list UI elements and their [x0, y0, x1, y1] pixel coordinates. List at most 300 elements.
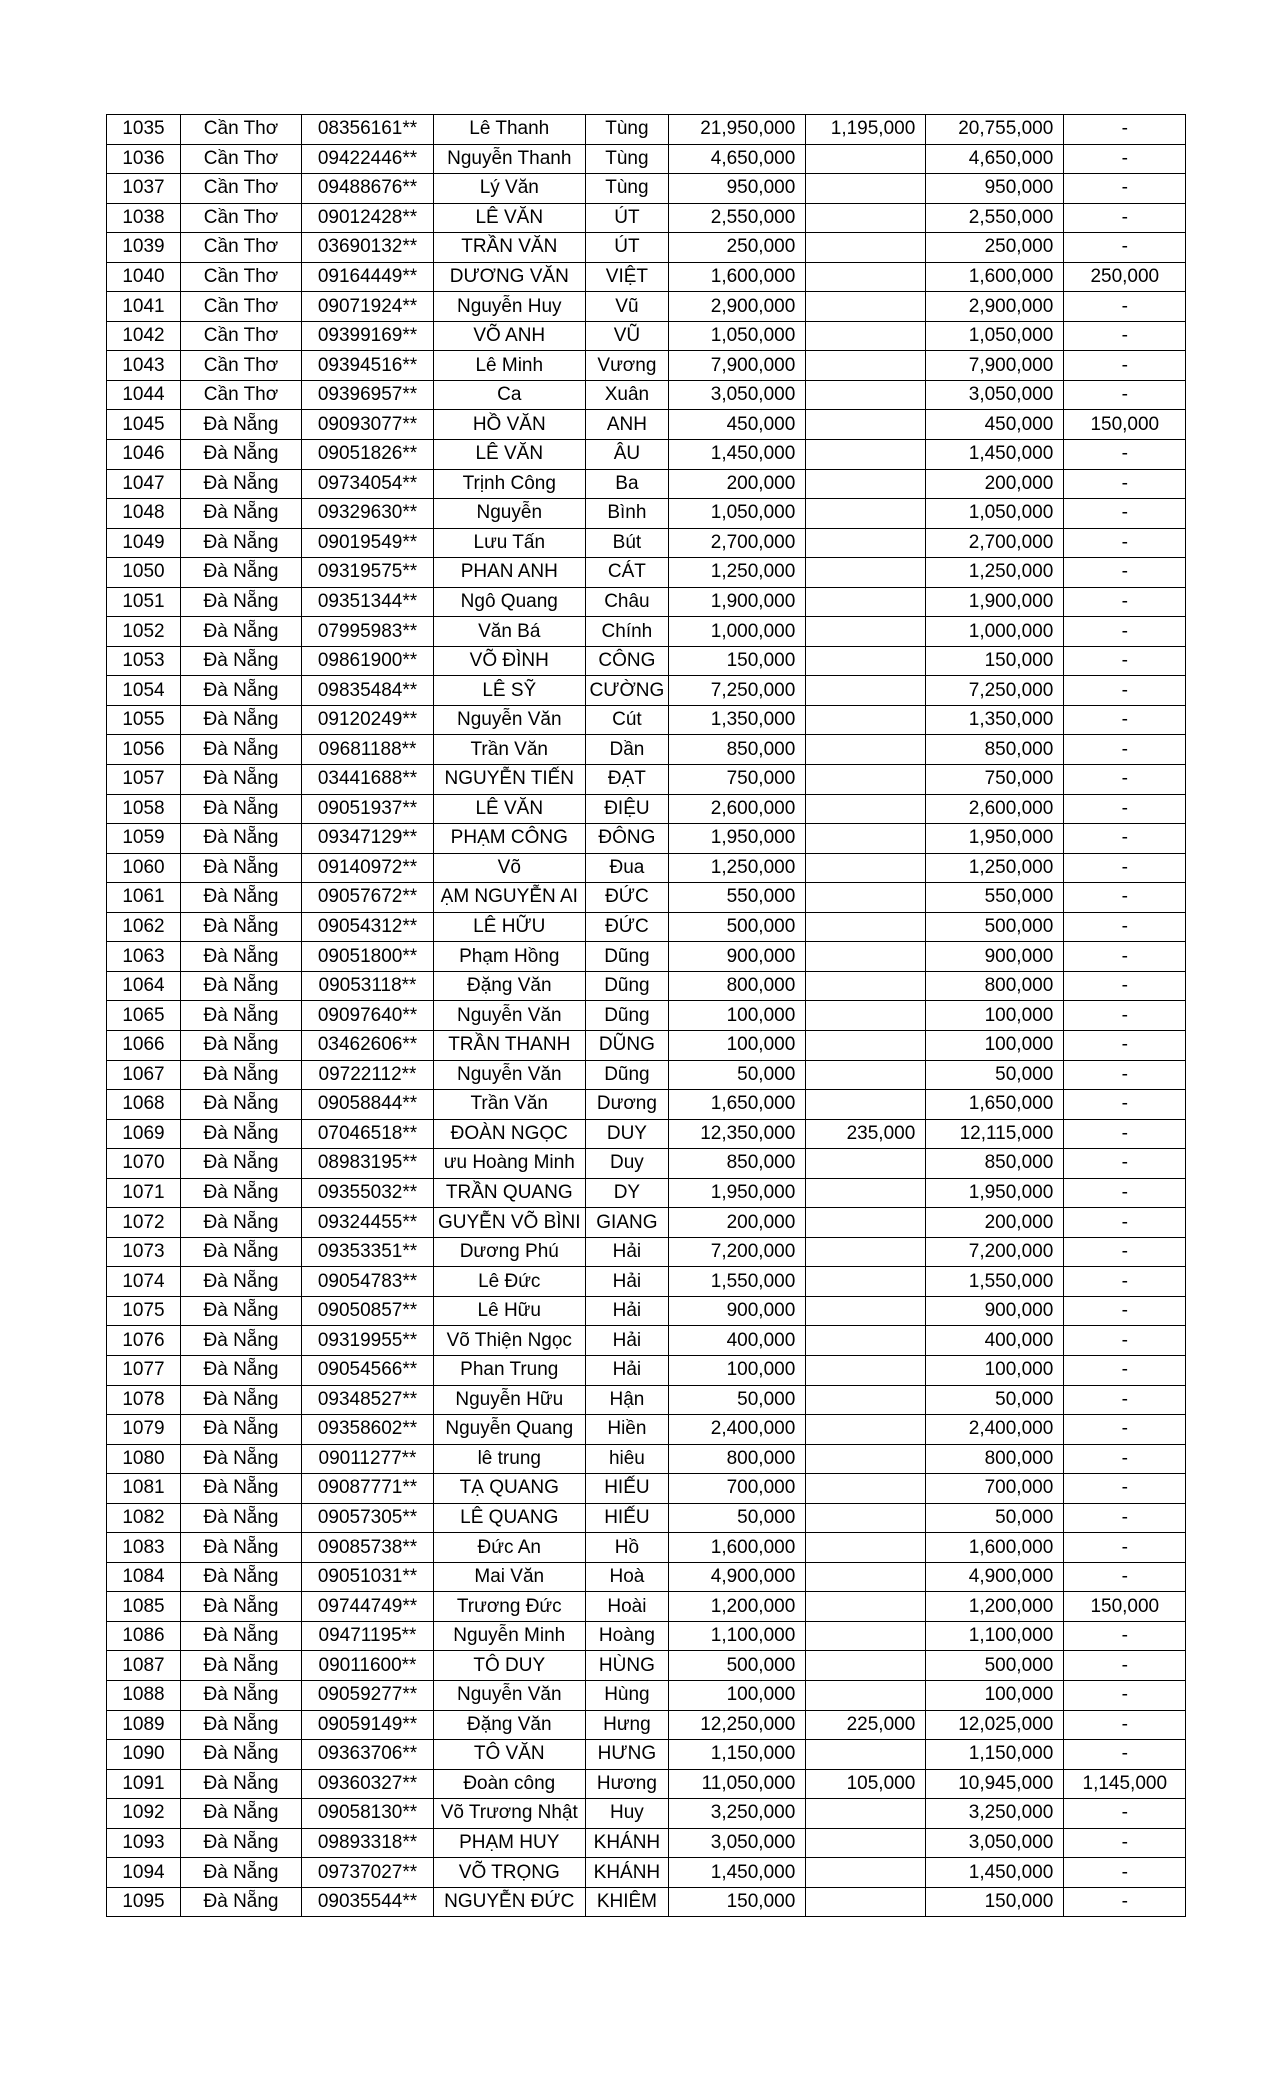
amount-total-cell: 400,000 — [669, 1326, 806, 1356]
province-cell: Cần Thơ — [181, 203, 302, 233]
surname-cell: Võ Trương Nhật — [434, 1799, 586, 1829]
given-name-cell: GIANG — [585, 1208, 669, 1238]
row-number-cell: 1037 — [107, 174, 181, 204]
row-number-cell: 1083 — [107, 1533, 181, 1563]
phone-number-cell: 09085738** — [302, 1533, 434, 1563]
amount-extra-cell: - — [1064, 1178, 1186, 1208]
amount-extra-cell: - — [1064, 971, 1186, 1001]
row-number-cell: 1074 — [107, 1267, 181, 1297]
surname-cell: LÊ HỮU — [434, 912, 586, 942]
table-row — [107, 1119, 1186, 1149]
table-row — [107, 1562, 1186, 1592]
table-row — [107, 203, 1186, 233]
province-cell: Đà Nẵng — [181, 1208, 302, 1238]
amount-deduction-cell — [806, 1444, 926, 1474]
phone-number-cell: 07995983** — [302, 617, 434, 647]
amount-total-cell: 1,250,000 — [669, 853, 806, 883]
surname-cell: Văn Bá — [434, 617, 586, 647]
phone-number-cell: 09734054** — [302, 469, 434, 499]
row-number-cell: 1093 — [107, 1828, 181, 1858]
phone-number-cell: 09319575** — [302, 558, 434, 588]
province-cell: Đà Nẵng — [181, 440, 302, 470]
row-number-cell: 1090 — [107, 1740, 181, 1770]
amount-extra-cell: - — [1064, 1208, 1186, 1238]
amount-net-cell: 200,000 — [926, 469, 1064, 499]
surname-cell: LÊ VĂN — [434, 440, 586, 470]
province-cell: Cần Thơ — [181, 292, 302, 322]
row-number-cell: 1038 — [107, 203, 181, 233]
amount-deduction-cell — [806, 942, 926, 972]
amount-extra-cell: - — [1064, 1533, 1186, 1563]
amount-deduction-cell: 235,000 — [806, 1119, 926, 1149]
amount-deduction-cell — [806, 617, 926, 647]
phone-number-cell: 09422446** — [302, 144, 434, 174]
given-name-cell: Dũng — [585, 971, 669, 1001]
amount-net-cell: 4,900,000 — [926, 1562, 1064, 1592]
phone-number-cell: 09071924** — [302, 292, 434, 322]
phone-number-cell: 09120249** — [302, 705, 434, 735]
amount-total-cell: 1,150,000 — [669, 1740, 806, 1770]
table-row — [107, 1030, 1186, 1060]
amount-deduction-cell — [806, 1415, 926, 1445]
amount-total-cell: 11,050,000 — [669, 1769, 806, 1799]
amount-total-cell: 3,050,000 — [669, 380, 806, 410]
row-number-cell: 1088 — [107, 1680, 181, 1710]
table-row — [107, 912, 1186, 942]
amount-deduction-cell — [806, 174, 926, 204]
amount-net-cell: 3,050,000 — [926, 380, 1064, 410]
amount-extra-cell: - — [1064, 705, 1186, 735]
table-row — [107, 262, 1186, 292]
surname-cell: Nguyễn Minh — [434, 1621, 586, 1651]
table-row — [107, 558, 1186, 588]
province-cell: Đà Nẵng — [181, 1149, 302, 1179]
given-name-cell: Hưng — [585, 1710, 669, 1740]
amount-total-cell: 500,000 — [669, 912, 806, 942]
table-row — [107, 1385, 1186, 1415]
amount-total-cell: 1,000,000 — [669, 617, 806, 647]
surname-cell: Lê Hữu — [434, 1296, 586, 1326]
amount-deduction-cell — [806, 971, 926, 1001]
table-row — [107, 469, 1186, 499]
amount-deduction-cell — [806, 1533, 926, 1563]
amount-total-cell: 750,000 — [669, 765, 806, 795]
surname-cell: Trương Đức — [434, 1592, 586, 1622]
row-number-cell: 1061 — [107, 883, 181, 913]
surname-cell: Võ Thiện Ngọc — [434, 1326, 586, 1356]
amount-total-cell: 1,100,000 — [669, 1621, 806, 1651]
amount-extra-cell: - — [1064, 1119, 1186, 1149]
province-cell: Đà Nẵng — [181, 912, 302, 942]
phone-number-cell: 09893318** — [302, 1828, 434, 1858]
surname-cell: Đoàn công — [434, 1769, 586, 1799]
table-row — [107, 765, 1186, 795]
amount-net-cell: 1,250,000 — [926, 558, 1064, 588]
surname-cell: Nguyễn — [434, 499, 586, 529]
amount-deduction-cell — [806, 646, 926, 676]
row-number-cell: 1079 — [107, 1415, 181, 1445]
row-number-cell: 1050 — [107, 558, 181, 588]
given-name-cell: Hận — [585, 1385, 669, 1415]
amount-deduction-cell — [806, 440, 926, 470]
phone-number-cell: 09051826** — [302, 440, 434, 470]
phone-number-cell: 09058130** — [302, 1799, 434, 1829]
table-row — [107, 1710, 1186, 1740]
amount-extra-cell: - — [1064, 144, 1186, 174]
amount-net-cell: 400,000 — [926, 1326, 1064, 1356]
amount-deduction-cell — [806, 735, 926, 765]
phone-number-cell: 09093077** — [302, 410, 434, 440]
phone-number-cell: 03690132** — [302, 233, 434, 263]
province-cell: Đà Nẵng — [181, 735, 302, 765]
province-cell: Đà Nẵng — [181, 646, 302, 676]
phone-number-cell: 03462606** — [302, 1030, 434, 1060]
row-number-cell: 1045 — [107, 410, 181, 440]
amount-net-cell: 100,000 — [926, 1355, 1064, 1385]
phone-number-cell: 09011600** — [302, 1651, 434, 1681]
given-name-cell: Hoà — [585, 1562, 669, 1592]
amount-net-cell: 1,600,000 — [926, 262, 1064, 292]
amount-extra-cell: - — [1064, 587, 1186, 617]
phone-number-cell: 09097640** — [302, 1001, 434, 1031]
row-number-cell: 1053 — [107, 646, 181, 676]
given-name-cell: Xuân — [585, 380, 669, 410]
table-row — [107, 1296, 1186, 1326]
province-cell: Đà Nẵng — [181, 1858, 302, 1888]
row-number-cell: 1062 — [107, 912, 181, 942]
phone-number-cell: 09681188** — [302, 735, 434, 765]
amount-net-cell: 1,950,000 — [926, 1178, 1064, 1208]
province-cell: Đà Nẵng — [181, 1296, 302, 1326]
row-number-cell: 1078 — [107, 1385, 181, 1415]
amount-deduction-cell — [806, 321, 926, 351]
given-name-cell: Hương — [585, 1769, 669, 1799]
phone-number-cell: 09140972** — [302, 853, 434, 883]
amount-deduction-cell — [806, 558, 926, 588]
amount-deduction-cell — [806, 1090, 926, 1120]
phone-number-cell: 09347129** — [302, 824, 434, 854]
surname-cell: Nguyễn Huy — [434, 292, 586, 322]
amount-net-cell: 2,400,000 — [926, 1415, 1064, 1445]
amount-net-cell: 1,000,000 — [926, 617, 1064, 647]
amount-net-cell: 2,550,000 — [926, 203, 1064, 233]
amount-extra-cell: - — [1064, 646, 1186, 676]
amount-extra-cell: - — [1064, 528, 1186, 558]
table-body — [107, 115, 1186, 1917]
table-row — [107, 1090, 1186, 1120]
surname-cell: LÊ QUANG — [434, 1503, 586, 1533]
table-row — [107, 1444, 1186, 1474]
amount-extra-cell: - — [1064, 1326, 1186, 1356]
phone-number-cell: 09054312** — [302, 912, 434, 942]
table-row — [107, 883, 1186, 913]
table-row — [107, 942, 1186, 972]
given-name-cell: CÔNG — [585, 646, 669, 676]
phone-number-cell: 09035544** — [302, 1887, 434, 1917]
given-name-cell: Bình — [585, 499, 669, 529]
province-cell: Đà Nẵng — [181, 1592, 302, 1622]
amount-total-cell: 500,000 — [669, 1651, 806, 1681]
province-cell: Đà Nẵng — [181, 1799, 302, 1829]
row-number-cell: 1070 — [107, 1149, 181, 1179]
phone-number-cell: 09053118** — [302, 971, 434, 1001]
province-cell: Cần Thơ — [181, 233, 302, 263]
given-name-cell: Dũng — [585, 942, 669, 972]
amount-net-cell: 1,450,000 — [926, 1858, 1064, 1888]
surname-cell: PHAN ANH — [434, 558, 586, 588]
phone-number-cell: 09051800** — [302, 942, 434, 972]
amount-total-cell: 2,600,000 — [669, 794, 806, 824]
phone-number-cell: 09363706** — [302, 1740, 434, 1770]
amount-deduction-cell — [806, 587, 926, 617]
surname-cell: Võ — [434, 853, 586, 883]
amount-deduction-cell — [806, 1651, 926, 1681]
given-name-cell: hiêu — [585, 1444, 669, 1474]
table-row — [107, 410, 1186, 440]
row-number-cell: 1076 — [107, 1326, 181, 1356]
amount-total-cell: 1,050,000 — [669, 321, 806, 351]
province-cell: Cần Thơ — [181, 144, 302, 174]
amount-extra-cell: - — [1064, 853, 1186, 883]
surname-cell: TÔ DUY — [434, 1651, 586, 1681]
amount-extra-cell: - — [1064, 558, 1186, 588]
given-name-cell: ÚT — [585, 233, 669, 263]
amount-net-cell: 1,550,000 — [926, 1267, 1064, 1297]
phone-number-cell: 09164449** — [302, 262, 434, 292]
amount-deduction-cell — [806, 1740, 926, 1770]
amount-total-cell: 950,000 — [669, 174, 806, 204]
phone-number-cell: 09722112** — [302, 1060, 434, 1090]
amount-extra-cell: - — [1064, 1001, 1186, 1031]
amount-total-cell: 450,000 — [669, 410, 806, 440]
amount-net-cell: 1,050,000 — [926, 321, 1064, 351]
amount-total-cell: 150,000 — [669, 1887, 806, 1917]
given-name-cell: Hải — [585, 1267, 669, 1297]
amount-total-cell: 200,000 — [669, 1208, 806, 1238]
row-number-cell: 1054 — [107, 676, 181, 706]
row-number-cell: 1075 — [107, 1296, 181, 1326]
amount-total-cell: 800,000 — [669, 971, 806, 1001]
amount-deduction-cell — [806, 203, 926, 233]
surname-cell: NGUYỄN ĐỨC — [434, 1887, 586, 1917]
province-cell: Đà Nẵng — [181, 1385, 302, 1415]
amount-total-cell: 1,600,000 — [669, 1533, 806, 1563]
phone-number-cell: 09737027** — [302, 1858, 434, 1888]
amount-total-cell: 2,550,000 — [669, 203, 806, 233]
amount-net-cell: 150,000 — [926, 646, 1064, 676]
table-row — [107, 1799, 1186, 1829]
table-row — [107, 499, 1186, 529]
amount-deduction-cell — [806, 1503, 926, 1533]
row-number-cell: 1094 — [107, 1858, 181, 1888]
amount-total-cell: 3,050,000 — [669, 1828, 806, 1858]
phone-number-cell: 08983195** — [302, 1149, 434, 1179]
amount-net-cell: 1,050,000 — [926, 499, 1064, 529]
table-row — [107, 380, 1186, 410]
given-name-cell: Dũng — [585, 1060, 669, 1090]
amount-total-cell: 250,000 — [669, 233, 806, 263]
amount-extra-cell: - — [1064, 676, 1186, 706]
row-number-cell: 1052 — [107, 617, 181, 647]
province-cell: Đà Nẵng — [181, 883, 302, 913]
row-number-cell: 1044 — [107, 380, 181, 410]
amount-total-cell: 4,900,000 — [669, 1562, 806, 1592]
given-name-cell: Bút — [585, 528, 669, 558]
table-row — [107, 646, 1186, 676]
table-row — [107, 1740, 1186, 1770]
amount-net-cell: 250,000 — [926, 233, 1064, 263]
given-name-cell: CÁT — [585, 558, 669, 588]
amount-total-cell: 50,000 — [669, 1503, 806, 1533]
given-name-cell: Tùng — [585, 174, 669, 204]
amount-net-cell: 1,650,000 — [926, 1090, 1064, 1120]
given-name-cell: Ba — [585, 469, 669, 499]
amount-total-cell: 900,000 — [669, 1296, 806, 1326]
phone-number-cell: 03441688** — [302, 765, 434, 795]
given-name-cell: Dương — [585, 1090, 669, 1120]
province-cell: Đà Nẵng — [181, 1474, 302, 1504]
given-name-cell: Dần — [585, 735, 669, 765]
surname-cell: Lê Thanh — [434, 115, 586, 145]
province-cell: Cần Thơ — [181, 115, 302, 145]
phone-number-cell: 07046518** — [302, 1119, 434, 1149]
table-row — [107, 144, 1186, 174]
amount-net-cell: 150,000 — [926, 1887, 1064, 1917]
phone-number-cell: 09087771** — [302, 1474, 434, 1504]
amount-total-cell: 550,000 — [669, 883, 806, 913]
row-number-cell: 1043 — [107, 351, 181, 381]
province-cell: Đà Nẵng — [181, 824, 302, 854]
phone-number-cell: 09396957** — [302, 380, 434, 410]
table-row — [107, 735, 1186, 765]
row-number-cell: 1049 — [107, 528, 181, 558]
surname-cell: Phạm Hồng — [434, 942, 586, 972]
surname-cell: Đức An — [434, 1533, 586, 1563]
table-row — [107, 233, 1186, 263]
amount-extra-cell: - — [1064, 174, 1186, 204]
table-row — [107, 1060, 1186, 1090]
amount-extra-cell: - — [1064, 1887, 1186, 1917]
surname-cell: Đặng Văn — [434, 971, 586, 1001]
phone-number-cell: 09019549** — [302, 528, 434, 558]
amount-net-cell: 100,000 — [926, 1001, 1064, 1031]
amount-total-cell: 7,200,000 — [669, 1237, 806, 1267]
province-cell: Đà Nẵng — [181, 1710, 302, 1740]
table-row — [107, 115, 1186, 145]
province-cell: Cần Thơ — [181, 174, 302, 204]
surname-cell: GUYỄN VÕ BÌNI — [434, 1208, 586, 1238]
province-cell: Đà Nẵng — [181, 1119, 302, 1149]
given-name-cell: HIẾU — [585, 1503, 669, 1533]
row-number-cell: 1089 — [107, 1710, 181, 1740]
province-cell: Đà Nẵng — [181, 1621, 302, 1651]
amount-extra-cell: 150,000 — [1064, 410, 1186, 440]
row-number-cell: 1055 — [107, 705, 181, 735]
amount-net-cell: 10,945,000 — [926, 1769, 1064, 1799]
surname-cell: lê trung — [434, 1444, 586, 1474]
surname-cell: LÊ VĂN — [434, 203, 586, 233]
province-cell: Đà Nẵng — [181, 1090, 302, 1120]
amount-extra-cell: - — [1064, 115, 1186, 145]
amount-net-cell: 3,050,000 — [926, 1828, 1064, 1858]
surname-cell: HỒ VĂN — [434, 410, 586, 440]
given-name-cell: Hoàng — [585, 1621, 669, 1651]
province-cell: Đà Nẵng — [181, 617, 302, 647]
amount-extra-cell: - — [1064, 824, 1186, 854]
province-cell: Đà Nẵng — [181, 1887, 302, 1917]
surname-cell: VÕ TRỌNG — [434, 1858, 586, 1888]
amount-extra-cell: - — [1064, 1740, 1186, 1770]
amount-deduction-cell — [806, 1296, 926, 1326]
province-cell: Đà Nẵng — [181, 1533, 302, 1563]
phone-number-cell: 09059277** — [302, 1680, 434, 1710]
amount-deduction-cell — [806, 262, 926, 292]
amount-extra-cell: - — [1064, 735, 1186, 765]
amount-net-cell: 7,200,000 — [926, 1237, 1064, 1267]
amount-extra-cell: - — [1064, 912, 1186, 942]
given-name-cell: HƯNG — [585, 1740, 669, 1770]
table-row — [107, 1769, 1186, 1799]
phone-number-cell: 09050857** — [302, 1296, 434, 1326]
amount-total-cell: 7,900,000 — [669, 351, 806, 381]
amount-extra-cell: - — [1064, 380, 1186, 410]
amount-deduction-cell — [806, 1799, 926, 1829]
table-row — [107, 292, 1186, 322]
surname-cell: Nguyễn Văn — [434, 1001, 586, 1031]
surname-cell: Nguyễn Hữu — [434, 1385, 586, 1415]
amount-total-cell: 50,000 — [669, 1385, 806, 1415]
row-number-cell: 1081 — [107, 1474, 181, 1504]
amount-net-cell: 900,000 — [926, 1296, 1064, 1326]
surname-cell: Nguyễn Văn — [434, 705, 586, 735]
amount-net-cell: 1,950,000 — [926, 824, 1064, 854]
province-cell: Đà Nẵng — [181, 1178, 302, 1208]
amount-extra-cell: - — [1064, 1858, 1186, 1888]
given-name-cell: KHIÊM — [585, 1887, 669, 1917]
amount-total-cell: 21,950,000 — [669, 115, 806, 145]
surname-cell: DƯƠNG VĂN — [434, 262, 586, 292]
amount-deduction-cell — [806, 1208, 926, 1238]
given-name-cell: DUY — [585, 1119, 669, 1149]
amount-net-cell: 7,900,000 — [926, 351, 1064, 381]
given-name-cell: Hoài — [585, 1592, 669, 1622]
province-cell: Đà Nẵng — [181, 1415, 302, 1445]
amount-deduction-cell — [806, 144, 926, 174]
surname-cell: Ca — [434, 380, 586, 410]
amount-extra-cell: - — [1064, 794, 1186, 824]
table-row — [107, 1621, 1186, 1651]
amount-extra-cell: - — [1064, 321, 1186, 351]
province-cell: Đà Nẵng — [181, 558, 302, 588]
province-cell: Đà Nẵng — [181, 1237, 302, 1267]
surname-cell: Nguyễn Văn — [434, 1680, 586, 1710]
amount-deduction-cell — [806, 1355, 926, 1385]
amount-deduction-cell — [806, 351, 926, 381]
table-row — [107, 1149, 1186, 1179]
given-name-cell: HIẾU — [585, 1474, 669, 1504]
province-cell: Cần Thơ — [181, 351, 302, 381]
given-name-cell: Vũ — [585, 292, 669, 322]
given-name-cell: Hồ — [585, 1533, 669, 1563]
amount-net-cell: 1,350,000 — [926, 705, 1064, 735]
amount-net-cell: 1,600,000 — [926, 1533, 1064, 1563]
amount-extra-cell: - — [1064, 1267, 1186, 1297]
amount-deduction-cell — [806, 676, 926, 706]
row-number-cell: 1067 — [107, 1060, 181, 1090]
amount-extra-cell: - — [1064, 1415, 1186, 1445]
amount-deduction-cell — [806, 1267, 926, 1297]
amount-deduction-cell — [806, 1562, 926, 1592]
